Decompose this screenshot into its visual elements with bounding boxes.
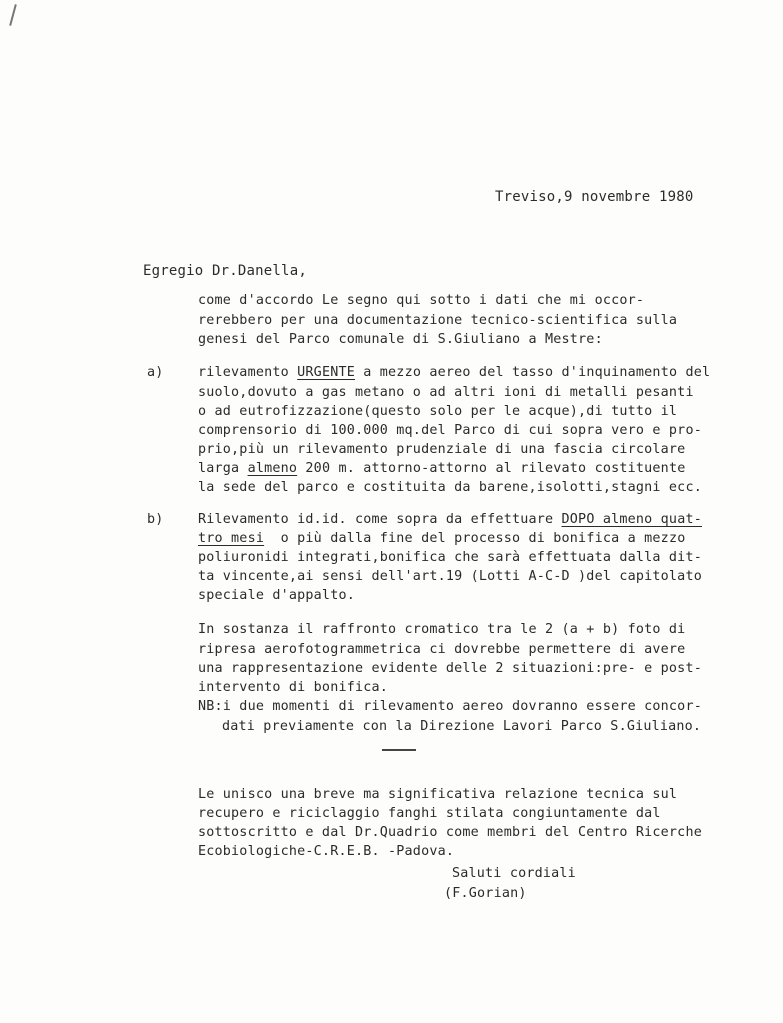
item-a-line: la sede del parco e costituita da barene,isolotti,stagni ecc. xyxy=(198,480,702,495)
intro-line: come d'accordo Le segno qui sotto i dati che mi occor- xyxy=(198,293,645,308)
closing-line: Ecobiologiche-C.R.E.B. -Padova. xyxy=(198,844,455,859)
intro-line: rerebbero per una documentazione tecnico-scientifica sulla xyxy=(198,313,678,328)
item-b-line: ta vincente,ai sensi dell'art.19 (Lotti A-C-D )del capitolato xyxy=(198,569,702,584)
item-a-line: larga almeno 200 m. attorno-attorno al rilevato costituente xyxy=(198,461,686,476)
item-a-line: suolo,dovuto a gas metano o ad altri ioni di metalli pesanti xyxy=(198,385,694,400)
item-b-line: poliuronidi integrati,bonifica che sarà effettuata dalla dit- xyxy=(198,550,702,565)
item-b-label: b) xyxy=(147,512,164,527)
summary-line: una rappresentazione evidente delle 2 situazioni:pre- e post- xyxy=(198,661,702,676)
nb-line: dati previamente con la Direzione Lavori Parco S.Giuliano. xyxy=(222,719,702,734)
tro-mesi-emphasis: tro mesi xyxy=(198,531,265,546)
item-b-line: speciale d'appalto. xyxy=(198,588,355,603)
summary-line: ripresa aerofotogrammetrica ci dovrebbe permettere di avere xyxy=(198,642,686,657)
salutation: Saluti cordiali xyxy=(452,866,576,881)
pen-mark xyxy=(9,4,17,26)
closing-line: Le unisco una breve ma significativa relazione tecnica sul xyxy=(198,787,678,802)
intro-line: genesi del Parco comunale di S.Giuliano a Mestre: xyxy=(198,332,603,347)
closing-line: recupero e riciclaggio fanghi stilata congiuntamente dal xyxy=(198,806,661,821)
greeting: Egregio Dr.Danella, xyxy=(143,263,307,279)
item-b-line: tro mesi o più dalla fine del processo di bonifica a mezzo xyxy=(198,531,686,546)
item-a-line: comprensorio di 100.000 mq.del Parco di cui sopra vero e pro- xyxy=(198,423,702,438)
item-a-line: prio,più un rilevamento prudenziale di una fascia circolare xyxy=(198,442,686,457)
summary-line: In sostanza il raffronto cromatico tra le 2 (a + b) foto di xyxy=(198,622,686,637)
item-b-line: Rilevamento id.id. come sopra da effettuare DOPO almeno quat- xyxy=(198,512,702,527)
almeno-emphasis: almeno xyxy=(247,461,298,476)
item-a-line: o ad eutrofizzazione(questo solo per le acque),di tutto il xyxy=(198,404,678,419)
summary-line: intervento di bonifica. xyxy=(198,680,389,695)
signature: (F.Gorian) xyxy=(444,886,527,901)
closing-line: sottoscritto e dal Dr.Quadrio come membri del Centro Ricerche xyxy=(198,825,702,840)
item-a-line: rilevamento URGENTE a mezzo aereo del tasso d'inquinamento del xyxy=(198,365,711,380)
nb-line: NB:i due momenti di rilevamento aereo dovranno essere concor- xyxy=(198,699,702,714)
section-divider xyxy=(382,749,416,751)
letter-date: Treviso,9 novembre 1980 xyxy=(495,189,694,205)
item-a-label: a) xyxy=(147,365,164,380)
urgente-emphasis: URGENTE xyxy=(297,365,355,380)
dopo-emphasis: DOPO almeno quat- xyxy=(561,512,702,527)
